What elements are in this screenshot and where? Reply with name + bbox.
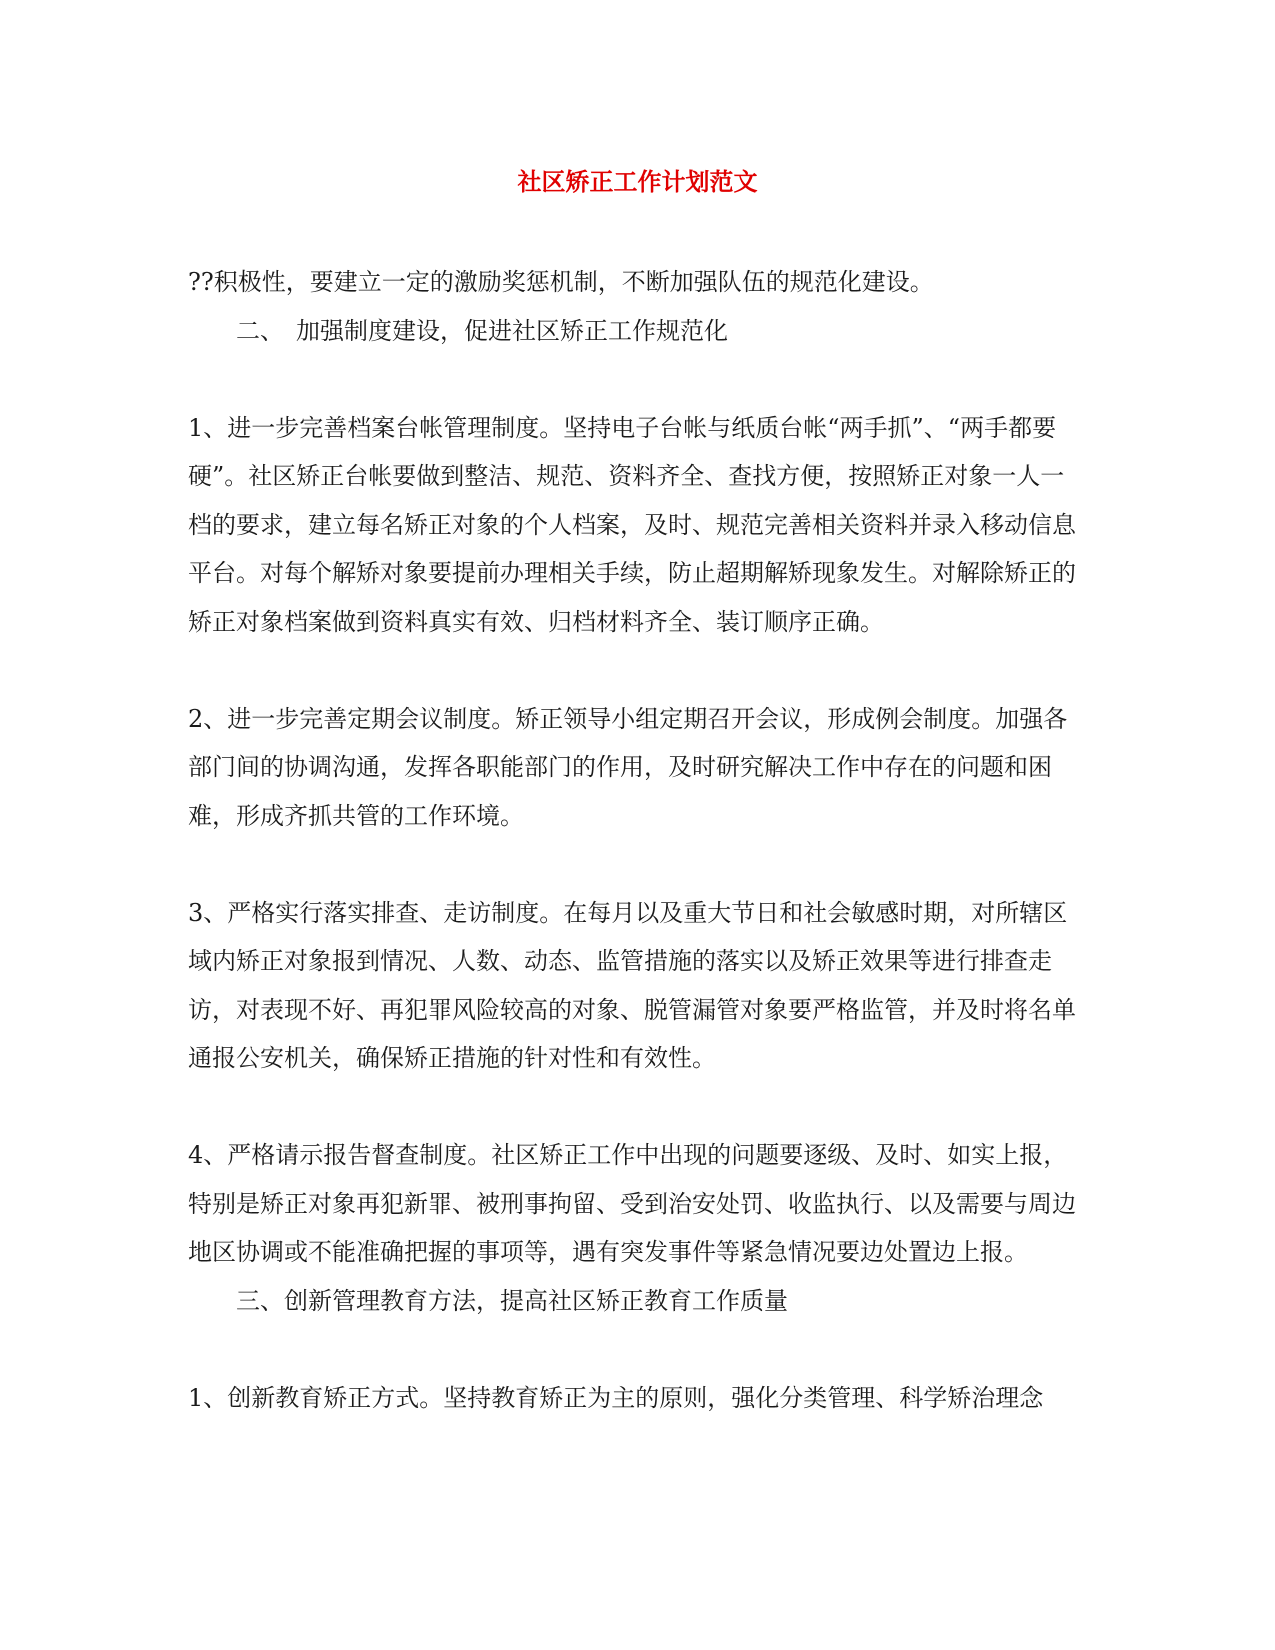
- section-heading-2: 二、 加强制度建设，促进社区矫正工作规范化: [236, 316, 728, 345]
- document-title: 社区矫正工作计划范文: [517, 167, 758, 196]
- section-heading-3: 三、创新管理教育方法，提高社区矫正教育工作质量: [236, 1286, 788, 1315]
- paragraph-meeting-system: 2、进一步完善定期会议制度。矫正领导小组定期召开会议，形成例会制度。加强各部门间的协调沟通，发挥各职能部门的作用，及时研究解决工作中存在的问题和困难，形成齐抓共管的工作环境。: [188, 704, 1068, 830]
- document-body: [188, 258, 1088, 1422]
- paragraph-education-method: 1、创新教育矫正方式。坚持教育矫正为主的原则，强化分类管理、科学矫治理念: [188, 1383, 1044, 1412]
- paragraph-inspection-system: 3、严格实行落实排查、走访制度。在每月以及重大节日和社会敏感时期，对所辖区域内矫正对象报到情况、人数、动态、监管措施的落实以及矫正效果等进行排查走访，对表现不好、再犯罪风险较高的对象、脱管漏管对象要严格监管，并及时将名单通报公安机关，确保矫正措施的针对性和有效性。: [188, 898, 1076, 1072]
- paragraph-archive-system: 1、进一步完善档案台帐管理制度。坚持电子台帐与纸质台帐“两手抓”、“两手都要硬”。社区矫正台帐要做到整洁、规范、资料齐全、查找方便，按照矫正对象一人一档的要求，建立每名矫正对象的个人档案，及时、规范完善相关资料并录入移动信息平台。对每个解矫对象要提前办理相关手续，防止超期解矫现象发生。对解除矫正的矫正对象档案做到资料真实有效、归档材料齐全、装订顺序正确。: [188, 413, 1076, 636]
- paragraph-intro: ??积极性，要建立一定的激励奖惩机制，不断加强队伍的规范化建设。: [188, 268, 934, 296]
- paragraph-reporting-system: 4、严格请示报告督查制度。社区矫正工作中出现的问题要逐级、及时、如实上报，特别是矫正对象再犯新罪、被刑事拘留、受到治安处罚、收监执行、以及需要与周边地区协调或不能准确把握的事项等，遇有突发事件等紧急情况要边处置边上报。: [188, 1141, 1076, 1266]
